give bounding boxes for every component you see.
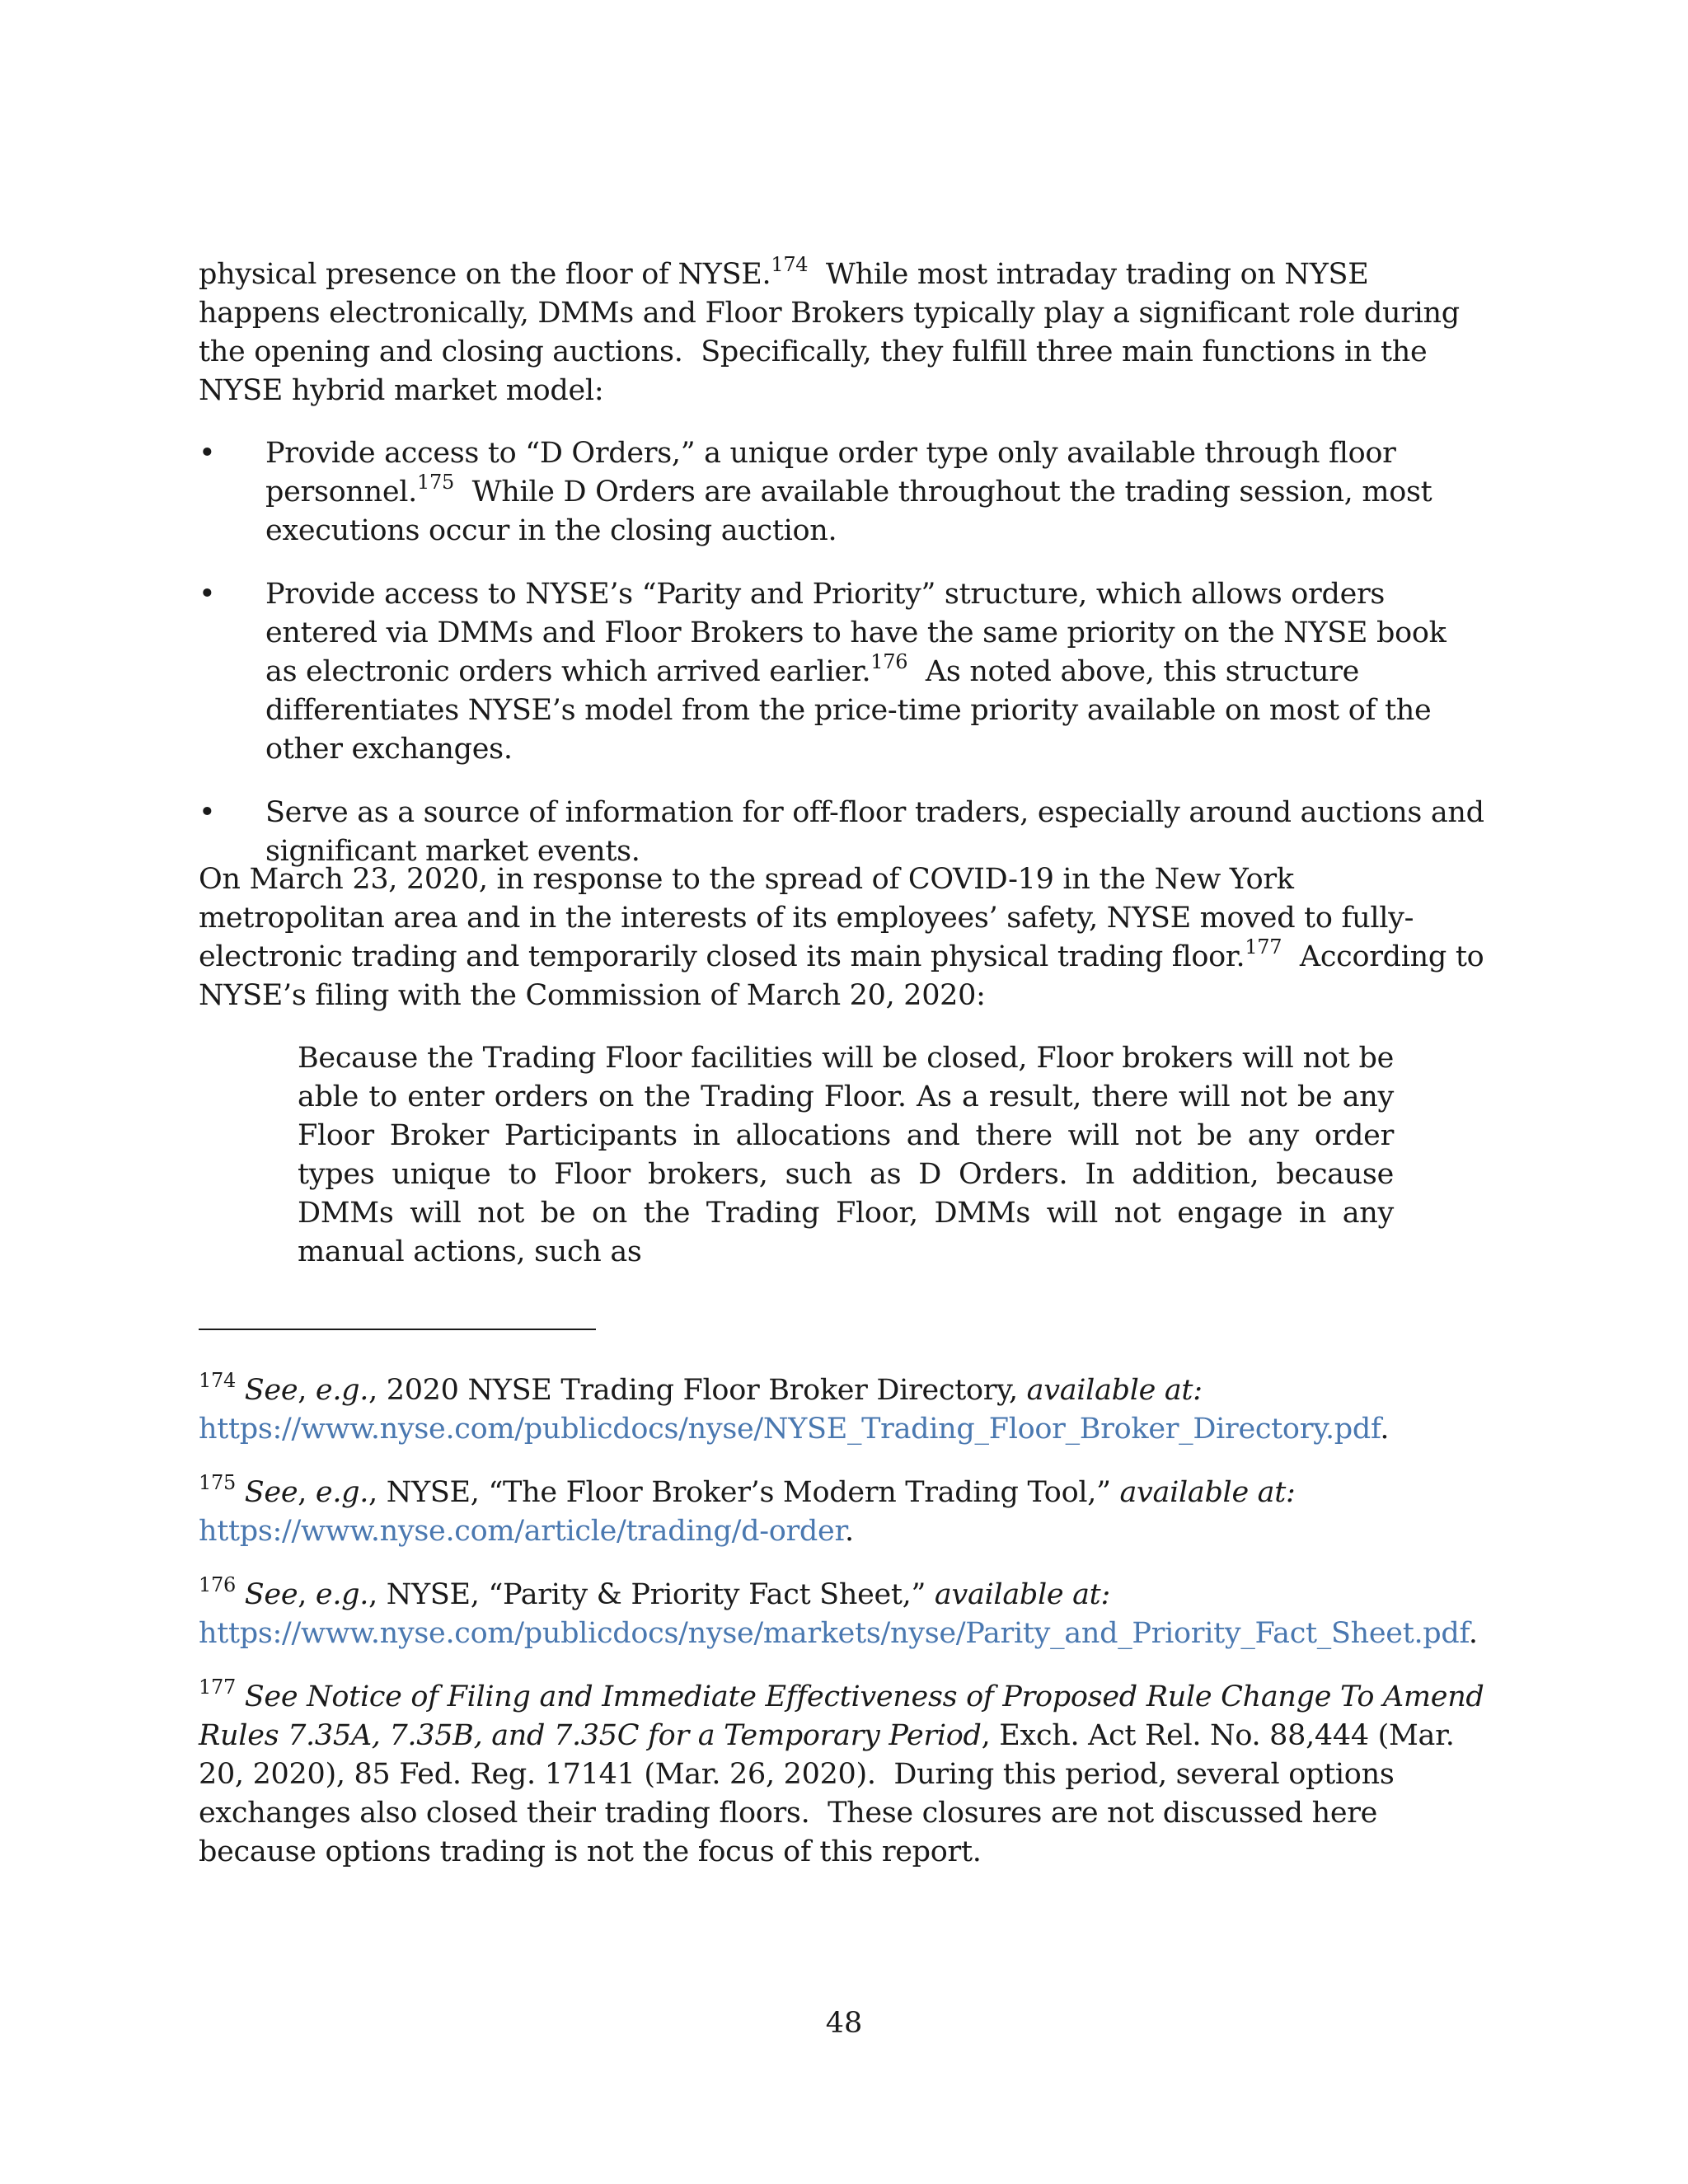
- bullet-icon: •: [199, 437, 216, 470]
- footnote-ref-176[interactable]: 176: [870, 650, 908, 674]
- footnote-177: [199, 1675, 1493, 1872]
- paragraph-text: On March 23, 2020, in response to the spread of COVID-19 in the New York metropolitan area and in the interests of its employees’ safety, NYSE moved to fully-electronic trading and temporarily closed its main physical trading floor.: [199, 863, 1414, 973]
- bullet-icon: •: [199, 796, 216, 829]
- functions-bullet-list: [199, 434, 1484, 896]
- footnote-available-at: available at:: [1026, 1374, 1203, 1407]
- page-number: 48: [825, 2007, 863, 2040]
- bullet-item-parity-priority: [199, 575, 1484, 769]
- footnote-text: , Exch. Act Rel. No. 88,444 (Mar. 20, 2020), 85 Fed. Reg. 17141 (Mar. 26, 2020). During this period, several options exchanges also closed their trading floors. These closures are not discussed here because options trading is not the focus of this report.: [199, 1719, 1464, 1868]
- footnote-176: $^{176}$ See, e.g., NYSE, “Parity & Priority Fact Sheet,” available at: https://www.nyse.com/publicdocs/nyse/markets/nyse/Parity_and_Priority_Fact_Sheet.pdf.: [199, 1573, 1478, 1650]
- footnote-number: 177: [199, 1675, 236, 1699]
- bullet-item-d-orders: [199, 434, 1484, 551]
- footnote-175: $^{175}$ See, e.g., NYSE, “The Floor Broker’s Modern Trading Tool,” available at: https://www.nyse.com/article/trading/d-order.: [199, 1471, 1296, 1548]
- footnote-divider: [199, 1329, 596, 1330]
- footnote-signal: e.g.: [315, 1578, 369, 1611]
- footnote-signal: See: [244, 1476, 298, 1509]
- footnote-number: 176: [199, 1573, 236, 1597]
- footnote-ref-175[interactable]: 175: [417, 471, 454, 494]
- footnote-signal: See: [244, 1578, 298, 1611]
- footnote-link[interactable]: https://www.nyse.com/article/trading/d-order: [199, 1515, 846, 1548]
- footnote-signal: e.g.: [315, 1476, 369, 1509]
- footnote-text: , NYSE, “The Floor Broker’s Modern Trading Tool,”: [368, 1476, 1120, 1509]
- footnote-link[interactable]: https://www.nyse.com/publicdocs/nyse/NYSE_Trading_Floor_Broker_Directory.pdf: [199, 1413, 1381, 1446]
- bullet-item-information-source: [199, 794, 1484, 871]
- footnote-ref-177[interactable]: 177: [1245, 935, 1282, 959]
- footnote-available-at: available at:: [934, 1578, 1110, 1611]
- footnote-174: $^{174}$ See, e.g., 2020 NYSE Trading Floor Broker Directory, available at: https://www.nyse.com/publicdocs/nyse/NYSE_Trading_Floor_Broker_Directory.pdf.: [199, 1369, 1390, 1446]
- bullet-text: As noted above, this structure differentiates NYSE’s model from the price-time priority available on most of the other exchanges.: [265, 655, 1441, 766]
- footnotes-section: [199, 1371, 1493, 1896]
- footnote-link[interactable]: https://www.nyse.com/publicdocs/nyse/markets/nyse/Parity_and_Priority_Fact_Sheet.pdf: [199, 1617, 1469, 1650]
- bullet-text: Provide access to NYSE’s “Parity and Priority” structure, which allows orders entered via DMMs and Floor Brokers to have the same priority on the NYSE book as electronic orders which arrived earlier.: [265, 578, 1447, 688]
- footnote-text: , 2020 NYSE Trading Floor Broker Directory,: [368, 1374, 1027, 1407]
- paragraph-text: According to NYSE’s filing with the Commission of March 20, 2020:: [199, 940, 1493, 1012]
- footnote-number: 175: [199, 1471, 236, 1495]
- footnote-citation-title: See Notice of Filing and Immediate Effectiveness of Proposed Rule Change To Amend Rules 7.35A, 7.35B, and 7.35C for a Temporary Period: [199, 1680, 1484, 1752]
- paragraph-text: While most intraday trading on NYSE happens electronically, DMMs and Floor Brokers typically play a significant role during the opening and closing auctions. Specifically, they fulfill three main functions in the NYSE hybrid market model:: [199, 258, 1469, 407]
- footnote-text: , NYSE, “Parity & Priority Fact Sheet,”: [368, 1578, 935, 1611]
- paragraph-covid-closure: [199, 860, 1493, 1015]
- bullet-text: Serve as a source of information for off-floor traders, especially around auctions and significant market events.: [265, 796, 1484, 868]
- footnote-signal: See: [244, 1374, 298, 1407]
- paragraph-floor-functions: [199, 255, 1484, 410]
- footnote-number: 174: [199, 1369, 236, 1393]
- paragraph-text: physical presence on the floor of NYSE.: [199, 258, 771, 291]
- footnote-signal: e.g.: [315, 1374, 369, 1407]
- footnote-available-at: available at:: [1119, 1476, 1296, 1509]
- bullet-icon: •: [199, 578, 216, 611]
- bullet-text: Provide access to “D Orders,” a unique order type only available through floor personnel.: [265, 437, 1396, 509]
- block-quote-nyse-filing: Because the Trading Floor facilities will be closed, Floor brokers will not be able to enter orders on the Trading Floor. As a result, there will not be any Floor Broker Participants in allocations and there will not be any order types unique to Floor brokers, such as D Orders. In addition, because DMMs will not be on the Trading Floor, DMMs will not engage in any manual actions, such as: [298, 1042, 1394, 1268]
- bullet-text: While D Orders are available throughout the trading session, most executions occur in the closing auction.: [265, 476, 1442, 547]
- footnote-ref-174[interactable]: 174: [771, 253, 809, 277]
